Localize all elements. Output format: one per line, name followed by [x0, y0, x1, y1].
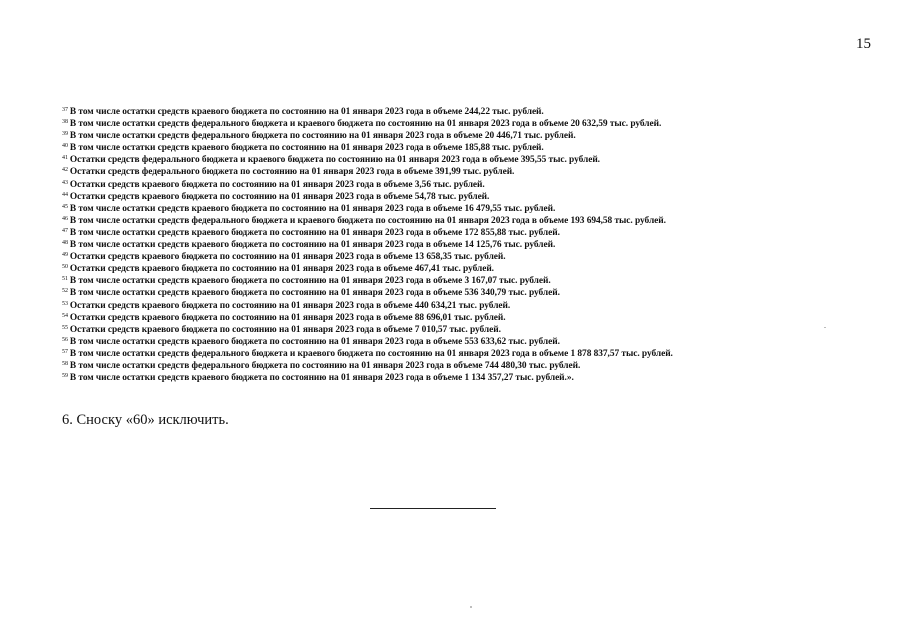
instruction-paragraph: 6. Сноску «60» исключить. [62, 412, 229, 428]
footnote-text: Остатки средств федерального бюджета и краевого бюджета по состоянию на 01 января 2023 года в объеме 395,55 тыс. рублей. [69, 155, 600, 166]
footnote-list [62, 104, 882, 382]
footnote-item [62, 298, 882, 310]
footnote-text: В том числе остатки средств федерального бюджета и краевого бюджета по состоянию на 01 января 2023 года в объеме 20 632,59 тыс. рублей. [69, 119, 662, 130]
footnote-text: В том числе остатки средств краевого бюджета по состоянию на 01 января 2023 года в объеме 244,22 тыс. рублей. [69, 107, 544, 117]
footnote-number: 59 [62, 373, 68, 380]
footnote-item [62, 128, 882, 140]
footnote-item [62, 346, 882, 358]
footnote-text: В том числе остатки средств федерального бюджета по состоянию на 01 января 2023 года в объеме 744 480,30 тыс. рублей. [69, 360, 581, 371]
footnote-number: 48 [62, 240, 68, 247]
footnote-number: 41 [62, 155, 68, 162]
footnote-number: 37 [62, 107, 68, 113]
footnote-number: 40 [62, 143, 68, 150]
page-number: 15 [856, 36, 871, 52]
footnote-number: 56 [62, 336, 68, 343]
footnote-number: 58 [62, 360, 68, 367]
footnote-item [62, 225, 882, 237]
footnote-number: 45 [62, 203, 68, 210]
footnote-item [62, 285, 882, 297]
footnote-text: В том числе остатки средств федерального бюджета и краевого бюджета по состоянию на 01 января 2023 года в объеме 193 694,58 тыс. рублей. [69, 215, 666, 226]
footnote-item [62, 334, 882, 346]
footnote-number: 39 [62, 131, 68, 138]
footnote-item [62, 116, 882, 128]
footnote-item [62, 189, 882, 201]
footnote-item [62, 140, 882, 152]
footnote-number: 49 [62, 252, 68, 259]
footnote-text: В том числе остатки средств федерального бюджета по состоянию на 01 января 2023 года в объеме 20 446,71 тыс. рублей. [69, 131, 576, 142]
footnote-item [62, 237, 882, 249]
footnote-number: 43 [62, 179, 68, 186]
footnote-text: В том числе остатки средств краевого бюджета по состоянию на 01 января 2023 года в объеме 3 167,07 тыс. рублей. [69, 276, 551, 287]
footnote-text: Остатки средств краевого бюджета по состоянию на 01 января 2023 года в объеме 467,41 тыс. рублей. [69, 264, 494, 275]
footnote-item [62, 201, 882, 213]
footnote-item [62, 164, 882, 176]
footnote-text: В том числе остатки средств краевого бюджета по состоянию на 01 января 2023 года в объеме 1 134 357,27 тыс. рублей.». [69, 373, 574, 384]
footnote-number: 54 [62, 312, 68, 319]
footnote-text: Остатки средств краевого бюджета по состоянию на 01 января 2023 года в объеме 3,56 тыс. рублей. [69, 179, 485, 190]
scan-speck [824, 327, 826, 328]
footnote-text: В том числе остатки средств краевого бюджета по состоянию на 01 января 2023 года в объеме 16 479,55 тыс. рублей. [69, 203, 556, 214]
separator-line [370, 508, 496, 509]
footnote-item [62, 152, 882, 164]
footnote-text: Остатки средств краевого бюджета по состоянию на 01 января 2023 года в объеме 440 634,21 тыс. рублей. [69, 300, 511, 311]
footnote-item [62, 358, 882, 370]
scan-speck [470, 606, 472, 608]
footnote-text: Остатки средств краевого бюджета по состоянию на 01 января 2023 года в объеме 54,78 тыс. рублей. [69, 191, 490, 202]
footnote-number: 44 [62, 191, 68, 198]
footnote-text: Остатки средств краевого бюджета по состоянию на 01 января 2023 года в объеме 88 696,01 тыс. рублей. [69, 312, 506, 323]
footnote-text: В том числе остатки средств федерального бюджета и краевого бюджета по состоянию на 01 января 2023 года в объеме 1 878 837,57 тыс. рублей. [69, 348, 673, 359]
footnote-number: 42 [62, 167, 68, 174]
footnote-item [62, 213, 882, 225]
footnote-text: В том числе остатки средств краевого бюджета по состоянию на 01 января 2023 года в объеме 172 855,88 тыс. рублей. [69, 227, 560, 238]
footnote-item [62, 177, 882, 189]
footnote-item [62, 249, 882, 261]
footnote-text: В том числе остатки средств краевого бюджета по состоянию на 01 января 2023 года в объеме 553 633,62 тыс. рублей. [69, 336, 560, 347]
footnote-number: 46 [62, 215, 68, 222]
footnote-text: В том числе остатки средств краевого бюджета по состоянию на 01 января 2023 года в объеме 185,88 тыс. рублей. [69, 143, 544, 154]
footnote-text: Остатки средств краевого бюджета по состоянию на 01 января 2023 года в объеме 13 658,35 тыс. рублей. [69, 252, 506, 263]
footnote-number: 53 [62, 300, 68, 307]
footnote-number: 47 [62, 227, 68, 234]
footnote-item [62, 310, 882, 322]
footnote-item [62, 370, 882, 382]
footnote-item [62, 104, 882, 116]
footnote-number: 51 [62, 276, 68, 283]
footnote-text: В том числе остатки средств краевого бюджета по состоянию на 01 января 2023 года в объеме 14 125,76 тыс. рублей. [69, 240, 556, 251]
footnote-text: В том числе остатки средств краевого бюджета по состоянию на 01 января 2023 года в объеме 536 340,79 тыс. рублей. [69, 288, 560, 299]
footnote-number: 50 [62, 264, 68, 271]
footnote-text: Остатки средств федерального бюджета по состоянию на 01 января 2023 года в объеме 391,99 тыс. рублей. [69, 167, 515, 178]
footnote-item [62, 261, 882, 273]
footnote-number: 55 [62, 324, 68, 331]
footnote-item [62, 322, 882, 334]
footnote-number: 38 [62, 119, 68, 126]
footnote-text: Остатки средств краевого бюджета по состоянию на 01 января 2023 года в объеме 7 010,57 тыс. рублей. [69, 324, 501, 335]
footnote-item [62, 273, 882, 285]
footnote-number: 57 [62, 348, 68, 355]
footnote-number: 52 [62, 288, 68, 295]
